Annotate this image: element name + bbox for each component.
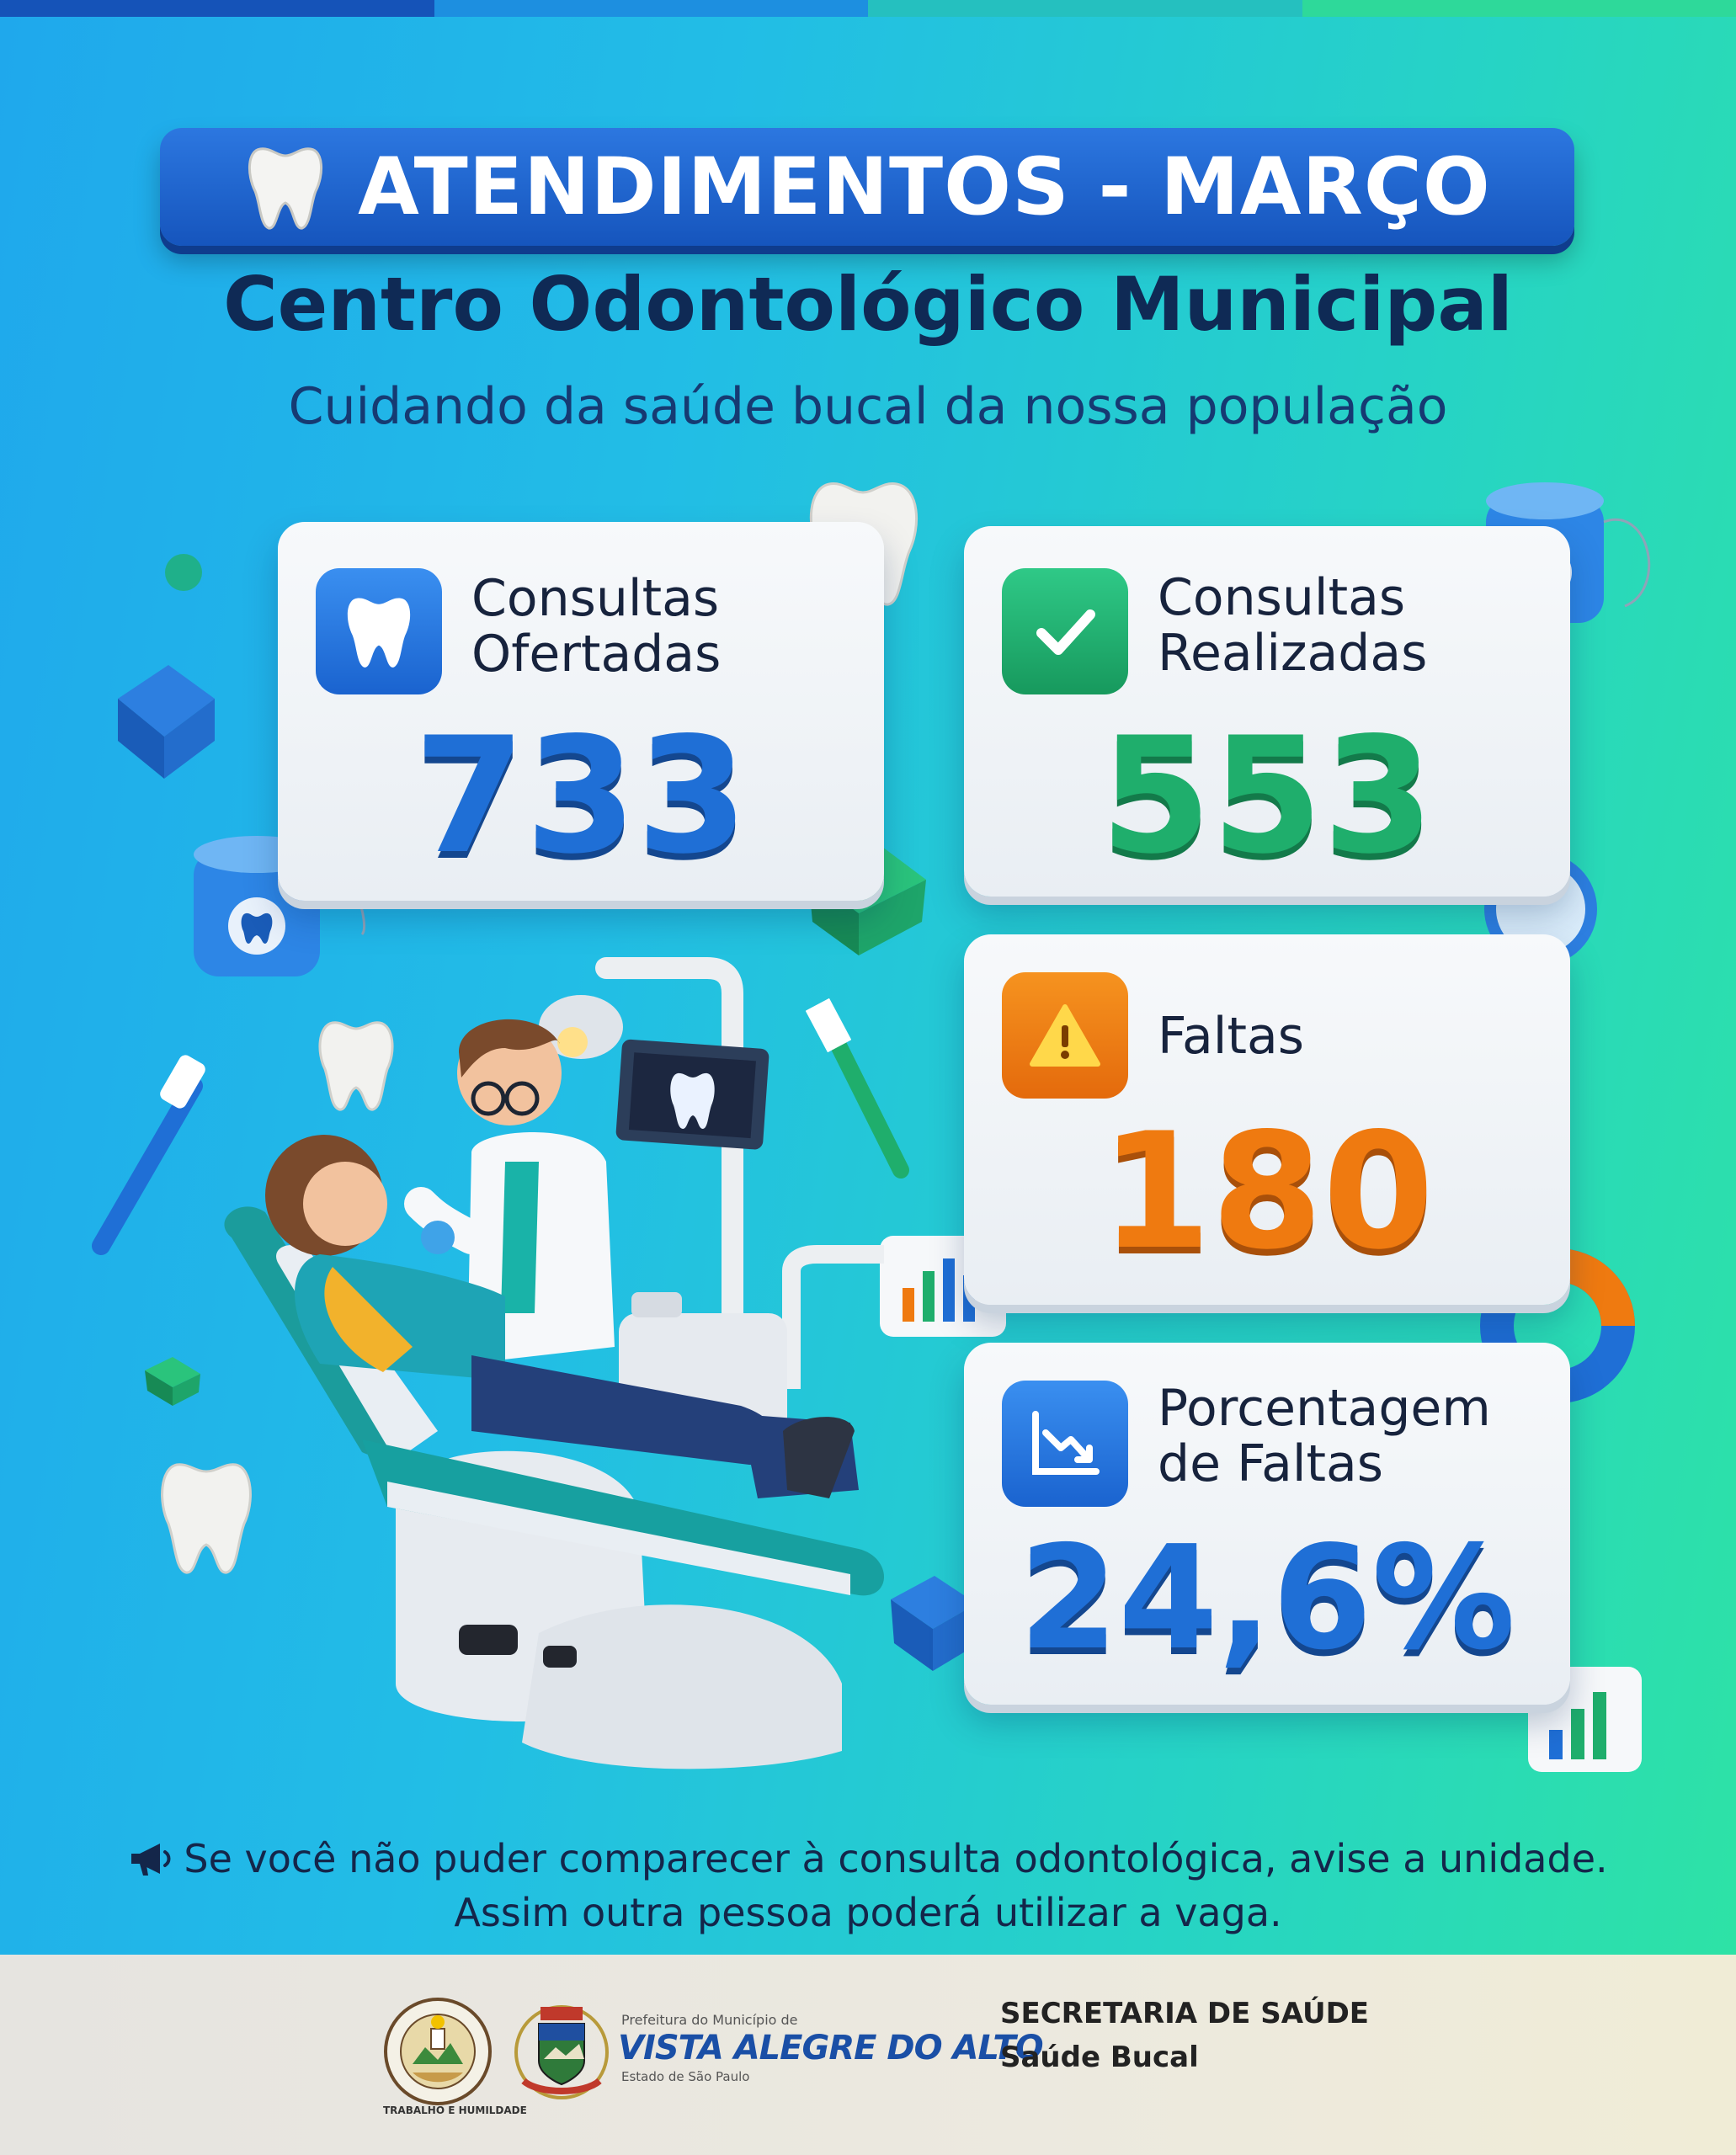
notice-text-2: Assim outra pessoa poderá utilizar a vaga. — [454, 1890, 1282, 1935]
card-value: 553 — [1100, 703, 1435, 889]
toothbrush-icon — [806, 998, 901, 1170]
municipal-seal-logo — [379, 1997, 497, 2106]
secretaria-title: SECRETARIA DE SAÚDE — [1000, 1997, 1370, 2030]
card-label-line1: Consultas — [471, 569, 720, 628]
green-cube-icon — [145, 1357, 200, 1406]
card-label: Faltas — [1158, 1007, 1304, 1066]
card-label-line2: Realizadas — [1158, 624, 1428, 683]
card-consultas-ofertadas — [278, 522, 884, 901]
card-label-line2: de Faltas — [1158, 1434, 1384, 1493]
card-value: 180 — [1100, 1099, 1435, 1285]
warning-glyph — [1027, 1002, 1103, 1069]
card-label — [1158, 570, 1427, 681]
card-label-line2: Ofertadas — [471, 625, 722, 684]
checkmark-icon — [1002, 568, 1128, 694]
toothbrush-icon — [101, 1053, 208, 1246]
check-glyph — [1030, 596, 1100, 667]
card-consultas-realizadas — [964, 526, 1570, 897]
page-title: Centro Odontológico Municipal — [223, 261, 1513, 348]
warning-icon — [1002, 972, 1128, 1099]
card-label-line1: Consultas — [1158, 568, 1406, 627]
prefeitura-label: Prefeitura do Município de — [621, 2012, 798, 2028]
card-porcentagem-faltas — [964, 1343, 1570, 1705]
blue-cube-icon — [118, 665, 215, 779]
trend-down-icon — [1002, 1381, 1128, 1507]
notice-line1 — [0, 1832, 1736, 1886]
page-subtitle: Cuidando da saúde bucal da nossa população — [288, 377, 1448, 436]
card-label — [471, 571, 721, 682]
card-label-line1: Porcentagem — [1158, 1379, 1491, 1438]
absence-notice — [0, 1832, 1736, 1940]
card-faltas — [964, 934, 1570, 1305]
card-value: 24,6% — [1019, 1515, 1515, 1682]
secretaria-area: Saúde Bucal — [1000, 2041, 1199, 2074]
prefeitura-name: VISTA ALEGRE DO ALTO — [618, 2029, 1043, 2067]
tooth-icon — [162, 1465, 251, 1572]
megaphone-icon — [128, 1840, 175, 1877]
notice-text-1: Se você não puder comparecer à consulta odontológica, avise a unidade. — [184, 1836, 1608, 1881]
tooth-icon — [320, 1023, 392, 1109]
coat-of-arms-logo — [514, 2000, 610, 2101]
tooth-icon — [316, 568, 442, 694]
prefeitura-state: Estado de São Paulo — [621, 2069, 750, 2084]
card-label — [1158, 1381, 1491, 1492]
banner-title: ATENDIMENTOS - MARÇO — [358, 141, 1491, 233]
trend-glyph — [1027, 1407, 1103, 1480]
dental-clinic-illustration — [224, 968, 884, 1769]
tooth-glyph — [341, 591, 417, 672]
municipal-motto: TRABALHO E HUMILDADE — [383, 2104, 527, 2116]
small-sphere — [165, 554, 202, 591]
card-value: 733 — [413, 703, 748, 889]
